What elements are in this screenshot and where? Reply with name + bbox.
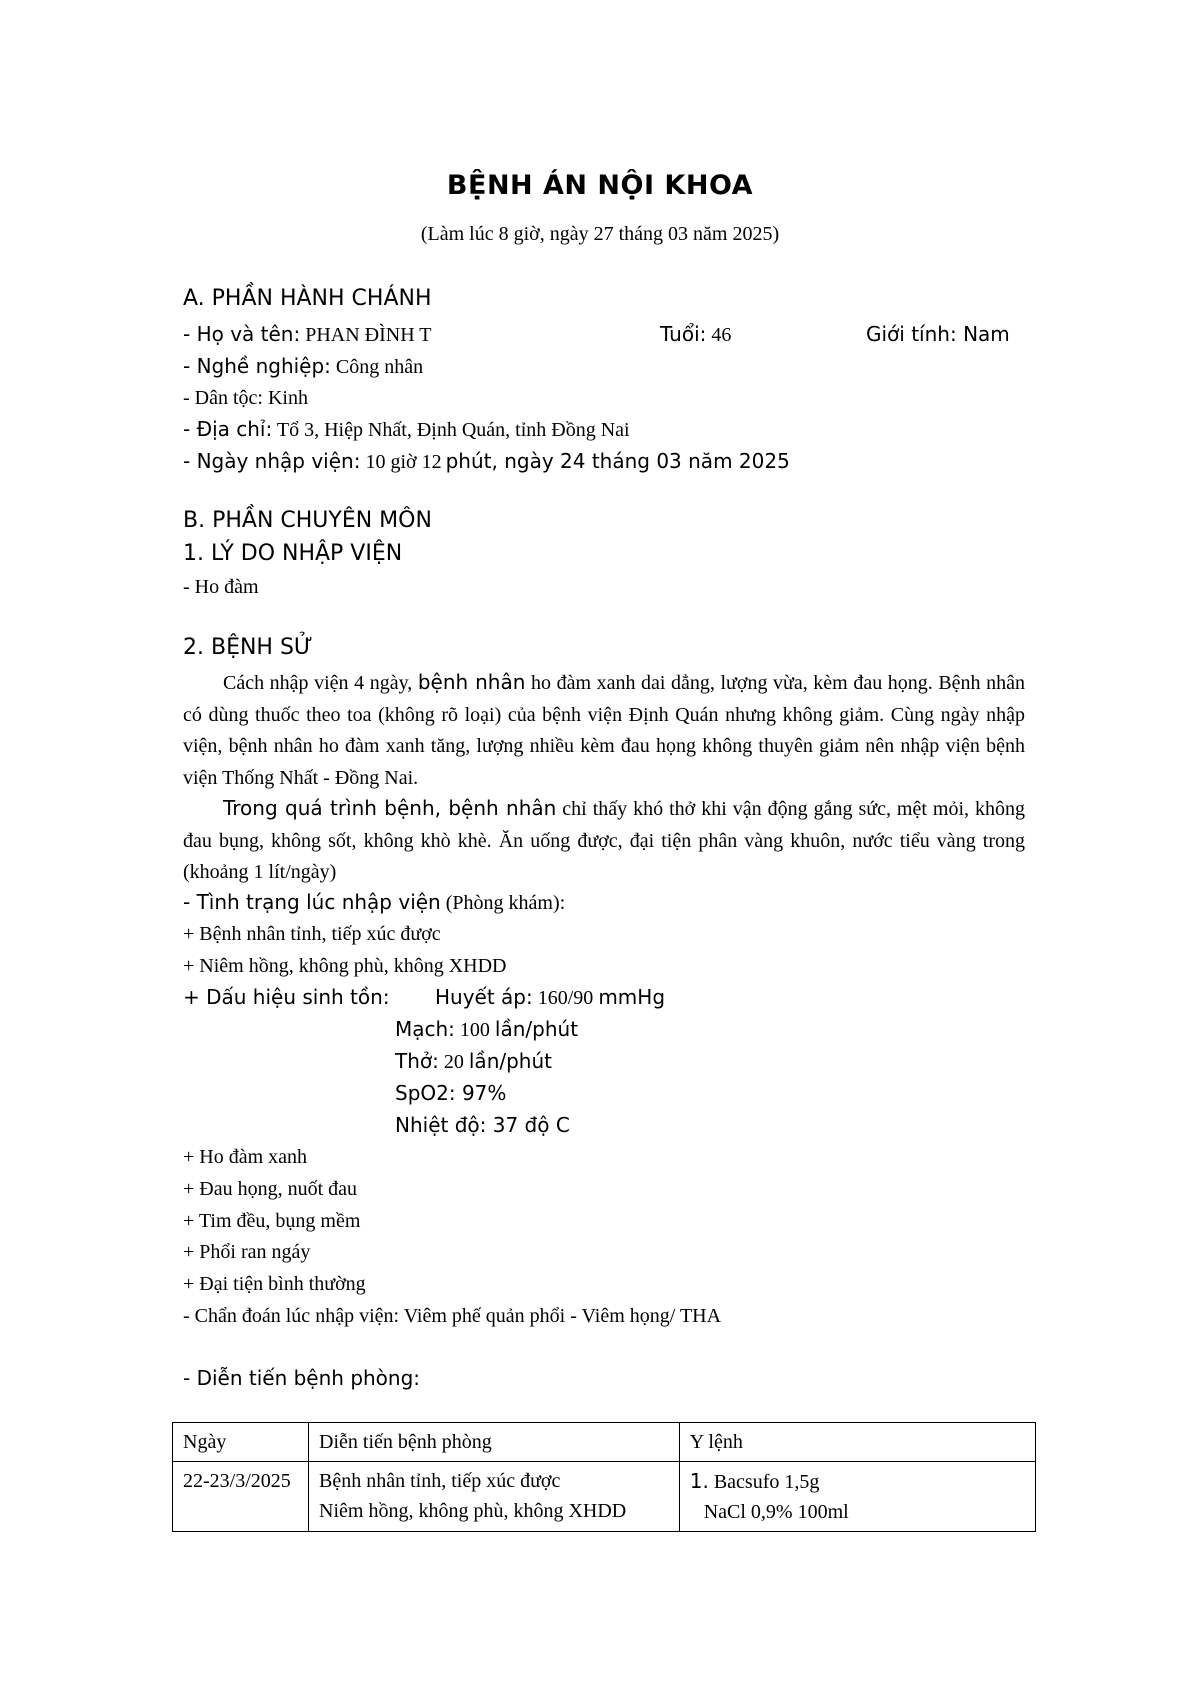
order-drug: Bacsufo 1,5g — [713, 1471, 820, 1493]
table-header-row — [173, 1423, 1036, 1462]
admission-status-label: - Tình trạng lúc nhập viện — [183, 890, 441, 914]
patient-gender — [866, 320, 1010, 348]
progress-line: Niêm hồng, không phù, không XHDD — [319, 1500, 627, 1522]
progress-line: Bệnh nhân tỉnh, tiếp xúc được — [319, 1470, 561, 1492]
document-title: BỆNH ÁN NỘI KHOA — [446, 170, 754, 201]
age-value: 46 — [711, 324, 732, 346]
symptom-item: + Tim đều, bụng mềm — [183, 1210, 361, 1232]
para1-part-b: bệnh nhân — [417, 670, 526, 694]
table-header-orders: Y lệnh — [679, 1423, 1035, 1462]
bp-unit: mmHg — [598, 985, 666, 1009]
vital-blood-pressure — [435, 983, 665, 1012]
pulse-value: 100 — [459, 1019, 490, 1041]
occupation-row — [183, 352, 423, 381]
symptom-item: + Ho đàm xanh — [183, 1146, 308, 1168]
resp-unit: lần/phút — [468, 1049, 552, 1073]
reason-heading: 1. LÝ DO NHẬP VIỆN — [183, 541, 403, 566]
para1-part-a: Cách nhập viện 4 ngày, — [223, 672, 418, 694]
para2-part-b: chỉ thấy khó thở khi vận động gắng sức, mệt mỏi, không đau bụng, không sốt, không khò khè. Ăn uống được, đại tiện phân vàng khuôn, nước tiểu vàng trong (khoảng 1 lít/ngày) — [183, 798, 1025, 883]
admission-hour: 10 — [365, 451, 386, 473]
row-date: 22-23/3/2025 — [173, 1462, 309, 1532]
order-number: 1. — [689, 1469, 709, 1493]
progress-table — [172, 1422, 1036, 1532]
resp-value: 20 — [443, 1051, 464, 1073]
symptom-item: + Đại tiện bình thường — [183, 1273, 366, 1295]
order-line — [690, 1466, 1025, 1497]
vital-respiration — [395, 1047, 552, 1076]
table-header-progress: Diễn tiến bệnh phòng — [309, 1423, 680, 1462]
pulse-label: Mạch: — [395, 1017, 455, 1041]
admission-hour-unit: giờ — [390, 451, 417, 473]
vital-temperature: Nhiệt độ: 37 độ C — [395, 1113, 570, 1137]
table-row — [173, 1462, 1036, 1532]
gender-label: Giới tính: — [866, 322, 957, 346]
vital-spo2: SpO2: 97% — [395, 1081, 507, 1105]
age-label: Tuổi: — [660, 322, 707, 346]
history-paragraph-1 — [183, 667, 1025, 794]
patient-name-row — [183, 320, 432, 349]
table-header-date: Ngày — [173, 1423, 309, 1462]
symptom-item: + Đau họng, nuốt đau — [183, 1178, 358, 1200]
admission-date-row — [183, 447, 790, 476]
name-label: - Họ và tên: — [183, 322, 301, 346]
order-line: NaCl 0,9% 100ml — [703, 1501, 849, 1523]
section-b-heading: B. PHẦN CHUYÊN MÔN — [183, 508, 432, 533]
name-value: PHAN ĐÌNH T — [305, 324, 432, 346]
admission-diagnosis: - Chẩn đoán lúc nhập viện: Viêm phế quản phổi - Viêm họng/ THA — [183, 1305, 722, 1327]
occupation-label: - Nghề nghiệp: — [183, 354, 331, 378]
symptom-item: + Phổi ran ngáy — [183, 1241, 311, 1263]
admission-minute: 12 — [421, 451, 442, 473]
vitals-label: + Dấu hiệu sinh tồn: — [183, 985, 390, 1009]
bp-label: Huyết áp: — [435, 985, 533, 1009]
document-subtitle: (Làm lúc 8 giờ, ngày 27 tháng 03 năm 2025) — [420, 223, 780, 245]
admission-status-place: (Phòng khám): — [445, 892, 566, 914]
gender-value: Nam — [963, 322, 1010, 346]
history-heading: 2. BỆNH SỬ — [183, 635, 313, 660]
para2-part-a: Trong quá trình bệnh, bệnh nhân — [223, 796, 557, 820]
address-row — [183, 415, 630, 444]
admission-rest: phút, ngày 24 tháng 03 năm 2025 — [445, 449, 790, 473]
row-progress — [309, 1462, 680, 1532]
address-value: Tổ 3, Hiệp Nhất, Định Quán, tỉnh Đồng Nai — [276, 419, 630, 441]
history-paragraph-2 — [183, 793, 1025, 889]
bp-value: 160/90 — [537, 987, 594, 1009]
vital-pulse — [395, 1015, 578, 1044]
patient-age — [660, 320, 731, 349]
para1-part-c: ho đàm xanh dai dẳng, lượng vừa, kèm đau họng. Bệnh nhân có dùng thuốc theo toa (không rõ loại) của bệnh viện Định Quán nhưng không giảm. Cùng ngày nhập viện, bệnh nhân ho đàm xanh tăng, lượng nhiều kèm đau họng không thuyên giảm nên nhập viện bệnh viện Thống Nhất - Đồng Nai. — [183, 672, 1026, 789]
pulse-unit: lần/phút — [494, 1017, 579, 1041]
progress-label: - Diễn tiến bệnh phòng: — [183, 1366, 421, 1390]
ethnicity-row: - Dân tộc: Kinh — [183, 387, 308, 409]
row-orders — [679, 1462, 1035, 1532]
resp-label: Thở: — [395, 1049, 439, 1073]
admission-status-row — [183, 888, 565, 917]
admission-label: - Ngày nhập viện: — [183, 449, 361, 473]
status-item: + Niêm hồng, không phù, không XHDD — [183, 955, 507, 977]
reason-item: - Ho đàm — [183, 576, 259, 598]
section-a-heading: A. PHẦN HÀNH CHÁNH — [183, 286, 432, 311]
address-label: - Địa chỉ: — [183, 417, 273, 441]
occupation-value: Công nhân — [335, 356, 424, 378]
status-item: + Bệnh nhân tỉnh, tiếp xúc được — [183, 923, 441, 945]
